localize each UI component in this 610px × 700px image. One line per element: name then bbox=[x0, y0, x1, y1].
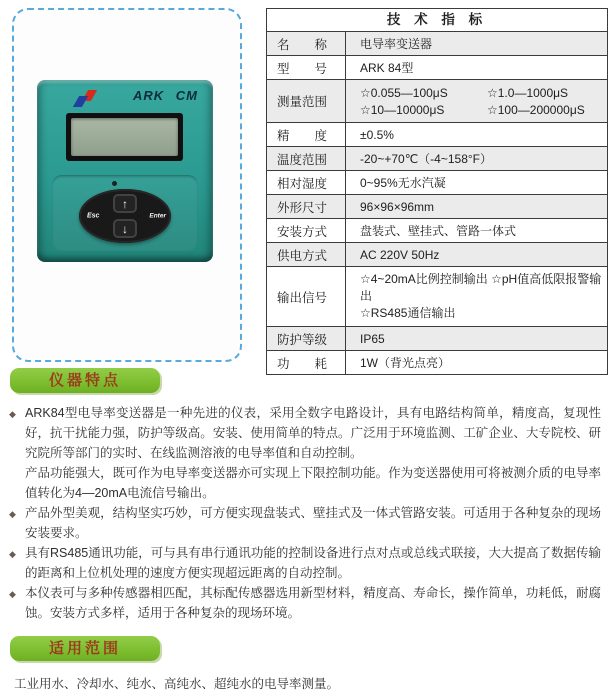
spec-row-output bbox=[267, 266, 607, 326]
spec-table-title: 技 术 指 标 bbox=[267, 9, 607, 31]
product-photo-frame bbox=[12, 8, 242, 362]
output-line: ☆RS485通信输出 bbox=[360, 306, 456, 320]
spec-label: 防护等级 bbox=[267, 327, 346, 350]
down-arrow-button: ↓ bbox=[113, 219, 137, 238]
spec-label: 测量范围 bbox=[267, 80, 346, 122]
diamond-bullet-icon: ◆ bbox=[9, 548, 16, 559]
spec-value: ARK 84型 bbox=[360, 61, 414, 75]
feature-text: 产品功能强大，既可作为电导率变送器亦可实现上下限控制功能。作为变送器使用可将被测介质的电导率值转化为4—20mA电流信号输出。 bbox=[25, 466, 601, 500]
spec-value: 盘装式、壁挂式、管路一体式 bbox=[360, 224, 517, 238]
screw-dot bbox=[112, 181, 117, 186]
spec-value bbox=[346, 80, 607, 122]
keypad-panel bbox=[52, 175, 198, 251]
feature-item bbox=[8, 543, 601, 583]
spec-value: 电导率变送器 bbox=[360, 37, 433, 51]
conductivity-transmitter-photo bbox=[37, 80, 213, 262]
spec-row-model bbox=[267, 55, 607, 79]
range-item: ☆1.0—1000μS bbox=[487, 85, 569, 100]
spec-row-dimensions bbox=[267, 194, 607, 218]
spec-value: 96×96×96mm bbox=[360, 199, 435, 214]
diamond-bullet-icon: ◆ bbox=[9, 588, 16, 599]
feature-text: 产品外型美观，结构坚实巧妙，可方便实现盘装式、壁挂式及一体式管路安装。可适用于各种复杂的现场安装要求。 bbox=[25, 506, 601, 540]
spec-label: 外形尺寸 bbox=[267, 195, 346, 218]
section-header-scope: 适用范围 bbox=[10, 636, 160, 661]
spec-row-temperature bbox=[267, 146, 607, 170]
spec-label: 安装方式 bbox=[267, 219, 346, 242]
spec-row-consumption bbox=[267, 350, 607, 374]
range-item: ☆100—200000μS bbox=[487, 102, 585, 117]
spec-value: AC 220V 50Hz bbox=[360, 247, 440, 262]
feature-text: ARK84型电导率变送器是一种先进的仪表，采用全数字电路设计，具有电路结构简单，精度高，复现性好，抗干扰能力强，防护等级高。安装、使用简单的特点。广泛用于环境监测、工矿企业、大专院校、研究院所等部门的实时、在线监测溶液的电导率值和自动控制。 bbox=[25, 406, 601, 460]
feature-item-continuation bbox=[8, 463, 601, 503]
spec-row-range bbox=[267, 79, 607, 122]
feature-item bbox=[8, 583, 601, 623]
lcd-display bbox=[66, 113, 183, 161]
spec-row-mounting bbox=[267, 218, 607, 242]
diamond-bullet-icon: ◆ bbox=[9, 408, 16, 419]
scope-text: 工业用水、冷却水、纯水、高纯水、超纯水的电导率测量。 bbox=[14, 677, 340, 691]
diamond-bullet-icon: ◆ bbox=[9, 508, 16, 519]
feature-item bbox=[8, 403, 601, 463]
spec-label: 型 号 bbox=[267, 56, 346, 79]
feature-item bbox=[8, 503, 601, 543]
section-header-features: 仪器特点 bbox=[10, 368, 160, 393]
spec-label: 输出信号 bbox=[267, 267, 346, 326]
output-line: ☆4~20mA比例控制输出 ☆pH值高低限报警输出 bbox=[360, 272, 602, 303]
spec-value: -20~+70℃（-4~158°F） bbox=[360, 152, 493, 166]
keypad bbox=[79, 189, 171, 243]
spec-label: 功 耗 bbox=[267, 351, 346, 374]
spec-label: 温度范围 bbox=[267, 147, 346, 170]
spec-value bbox=[346, 267, 607, 326]
spec-label: 名 称 bbox=[267, 32, 346, 55]
lcd-screen bbox=[71, 118, 178, 156]
feature-text: 具有RS485通讯功能，可与具有串行通讯功能的控制设备进行点对点或总线式联接，大大提高了数据传输的距离和上位机处理的速度方便实现超远距离的自动控制。 bbox=[25, 546, 601, 580]
spec-value: IP65 bbox=[360, 331, 385, 346]
feature-text: 本仪表可与多种传感器相匹配，其标配传感器选用新型材料，精度高、寿命长，操作简单，功耗低，耐腐蚀。安装方式多样，适用于各种复杂的现场环境。 bbox=[25, 586, 601, 620]
brand-logo-icon bbox=[73, 90, 97, 107]
spec-value: 1W（背光点亮） bbox=[360, 356, 451, 370]
spec-label: 精 度 bbox=[267, 123, 346, 146]
spec-value: ±0.5% bbox=[360, 127, 394, 142]
spec-row-power-supply bbox=[267, 242, 607, 266]
device-brand-label: ARK CM bbox=[133, 88, 198, 103]
esc-button: Esc bbox=[87, 212, 100, 220]
range-item: ☆0.055—100μS bbox=[360, 85, 448, 100]
spec-row-protection bbox=[267, 326, 607, 350]
spec-row-humidity bbox=[267, 170, 607, 194]
range-item: ☆10—10000μS bbox=[360, 102, 445, 117]
up-arrow-button: ↑ bbox=[113, 194, 137, 213]
spec-table bbox=[266, 8, 608, 375]
spec-row-accuracy bbox=[267, 122, 607, 146]
spec-label: 相对湿度 bbox=[267, 171, 346, 194]
spec-value: 0~95%无水汽凝 bbox=[360, 176, 446, 190]
spec-row-name bbox=[267, 31, 607, 55]
features-list bbox=[8, 403, 601, 623]
spec-label: 供电方式 bbox=[267, 243, 346, 266]
enter-button: Enter bbox=[149, 212, 166, 220]
